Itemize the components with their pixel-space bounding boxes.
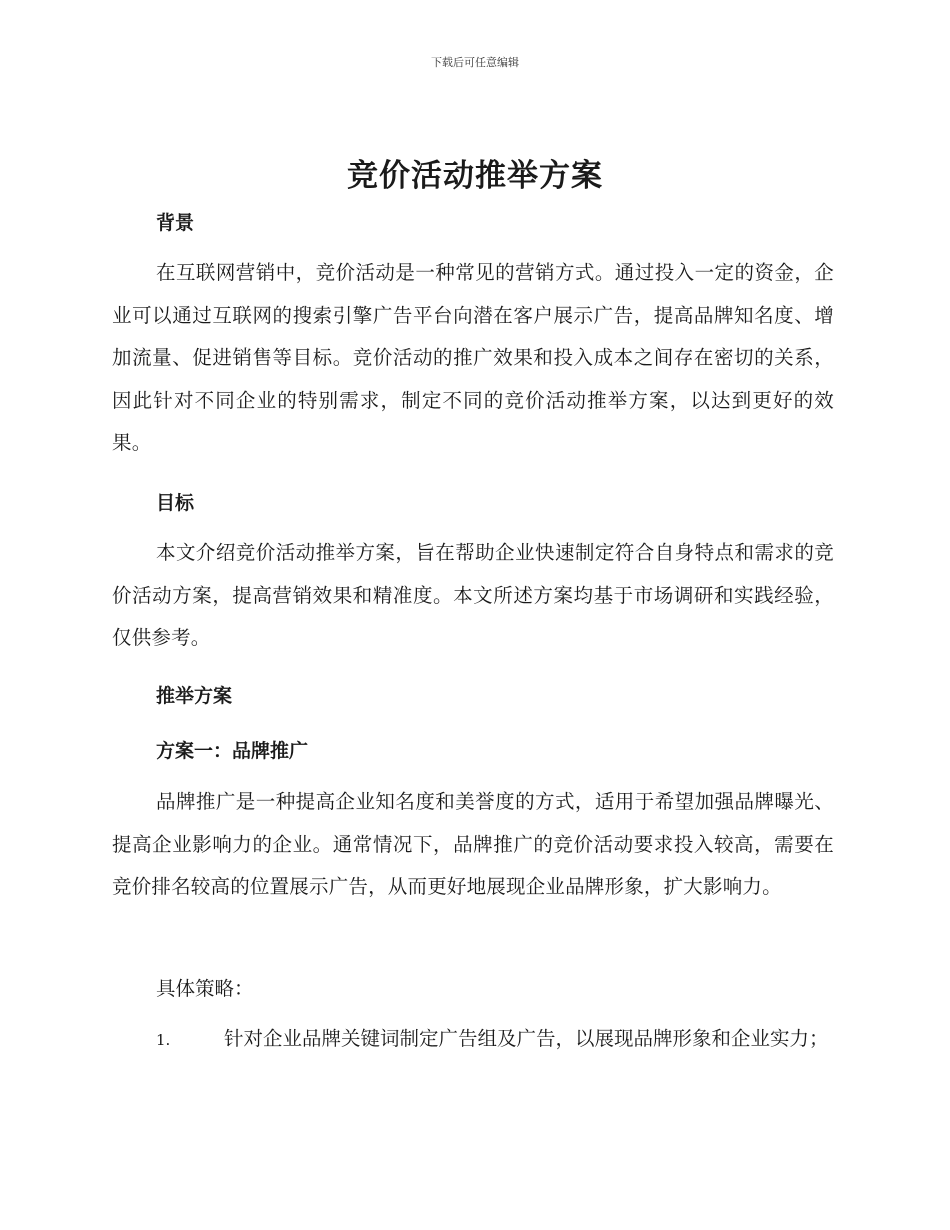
plan1-paragraph: 品牌推广是一种提高企业知名度和美誉度的方式，适用于希望加强品牌曝光、提高企业影响力的企业。通常情况下，品牌推广的竞价活动要求投入较高，需要在竞价排名较高的位置展示广告，从而更好地展现企业品牌形象，扩大影响力。 bbox=[112, 790, 834, 898]
page-header-note: 下载后可任意编辑 bbox=[431, 56, 519, 69]
strategy-label: 具体策略： bbox=[156, 977, 254, 1000]
goal-paragraph: 本文介绍竞价活动推举方案，旨在帮助企业快速制定符合自身特点和需求的竞价活动方案，提高营销效果和精准度。本文所述方案均基于市场调研和实践经验，仅供参考。 bbox=[112, 541, 834, 649]
plan-heading: 推举方案 bbox=[156, 685, 233, 707]
list-item-text: 针对企业品牌关键词制定广告组及广告，以展现品牌形象和企业实力； bbox=[224, 1027, 829, 1050]
goal-heading: 目标 bbox=[156, 492, 195, 514]
list-item-number: 1. bbox=[156, 1031, 171, 1049]
document-title: 竞价活动推举方案 bbox=[347, 158, 603, 194]
background-heading: 背景 bbox=[156, 212, 195, 234]
plan1-heading: 方案一：品牌推广 bbox=[156, 740, 309, 762]
background-paragraph: 在互联网营销中，竞价活动是一种常见的营销方式。通过投入一定的资金，企业可以通过互联网的搜索引擎广告平台向潜在客户展示广告，提高品牌知名度、增加流量、促进销售等目标。竞价活动的推广效果和投入成本之间存在密切的关系，因此针对不同企业的特别需求，制定不同的竞价活动推举方案，以达到更好的效果。 bbox=[112, 261, 834, 454]
strategy-list-item bbox=[112, 1018, 834, 1062]
